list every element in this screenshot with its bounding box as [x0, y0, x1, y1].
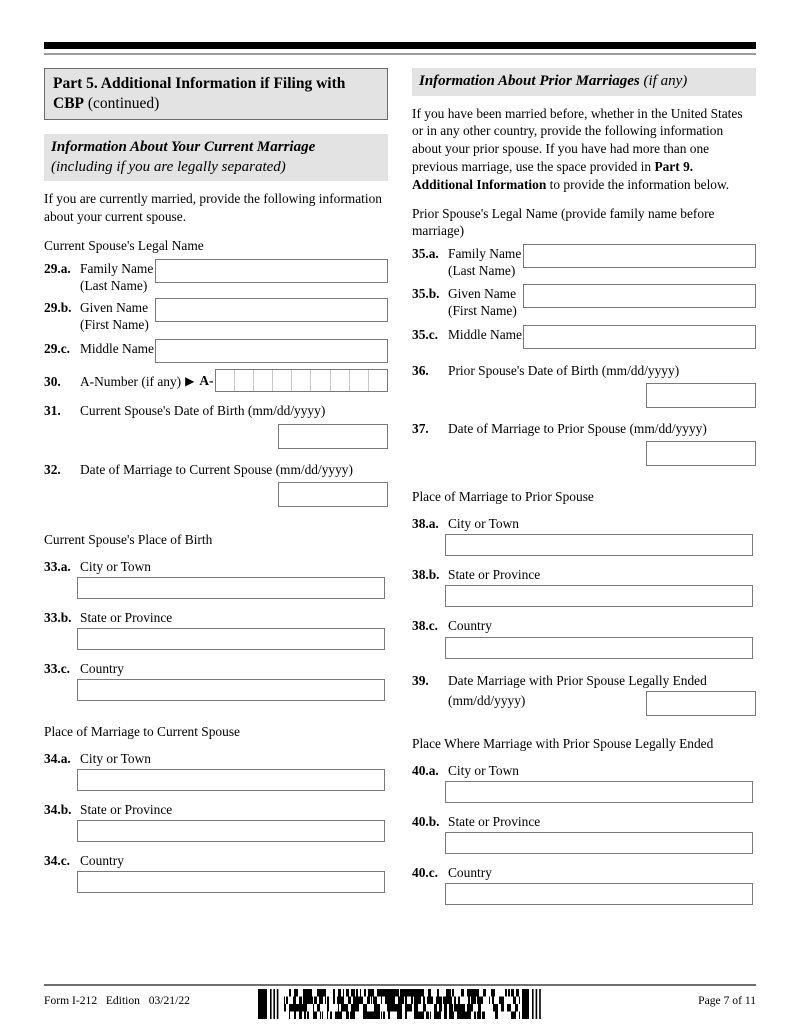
right-arrow-icon: ▶ [185, 373, 195, 388]
field-row-29b [44, 298, 388, 333]
part-5-header [44, 68, 388, 120]
part-5-continued: (continued) [84, 94, 160, 112]
footer-form-info [44, 994, 190, 1007]
input-31-spouse-dob[interactable] [278, 424, 388, 449]
item-label-35a-line1: Family Name [448, 246, 522, 262]
item-number-29c: 29.c. [44, 341, 71, 357]
current-marriage-band-line2: (including if you are legally separated) [51, 158, 286, 175]
item-label-35b-line2: (First Name) [448, 302, 517, 318]
input-35b-given-name[interactable] [523, 284, 756, 308]
input-38b-state-or-province[interactable] [445, 585, 753, 607]
input-30-a-number[interactable] [215, 369, 388, 392]
footer-edition-label: Edition [105, 994, 140, 1007]
input-wrapper-37 [412, 437, 756, 466]
field-row-36 [412, 361, 756, 379]
input-37-prior-marriage-date[interactable] [646, 441, 756, 466]
item-number-29b: 29.b. [44, 300, 72, 316]
item-label-33c: Country [80, 660, 124, 676]
item-label-29c-line1: Middle Name [80, 341, 155, 357]
prior-place-of-marriage-label: Place of Marriage to Prior Spouse [412, 489, 594, 505]
item-number-37: 37. [412, 421, 429, 437]
item-number-33c: 33.c. [44, 660, 71, 676]
input-wrapper-35a [523, 244, 756, 268]
field-row-37 [412, 419, 756, 437]
input-36-prior-spouse-dob[interactable] [646, 383, 756, 408]
item-number-33a: 33.a. [44, 558, 71, 574]
input-33a-city-or-town[interactable] [77, 577, 385, 599]
current-spouse-pob-label: Current Spouse's Place of Birth [44, 531, 213, 547]
item-number-35c: 35.c. [412, 326, 439, 342]
input-wrapper-35b [523, 284, 756, 308]
footer-form-number: Form I-212 [44, 994, 98, 1007]
field-row-35c [412, 325, 756, 349]
item-number-38c: 38.c. [412, 618, 439, 634]
current-place-of-marriage-label: Place of Marriage to Current Spouse [44, 724, 240, 740]
item-39-spacer [412, 691, 448, 692]
item-label-34a: City or Town [80, 750, 151, 766]
input-33c-country[interactable] [77, 679, 385, 701]
item-label-33a: City or Town [80, 558, 151, 574]
a-number-cell[interactable] [235, 370, 254, 391]
item-label-30: A-Number (if any) [80, 373, 182, 389]
item-label-29c [80, 339, 155, 357]
current-spouse-legal-name-label: Current Spouse's Legal Name [44, 238, 204, 253]
item-number-34a: 34.a. [44, 750, 71, 766]
field-row-33a [44, 557, 388, 575]
input-32-marriage-date[interactable] [278, 482, 388, 507]
item-label-38a: City or Town [448, 516, 519, 532]
input-29c-middle-name[interactable] [155, 339, 388, 363]
item-label-33b: State or Province [80, 609, 173, 625]
input-38a-city-or-town[interactable] [445, 534, 753, 556]
item-label-34c: Country [80, 853, 124, 869]
field-row-34b [44, 800, 388, 818]
item-number-40b: 40.b. [412, 813, 440, 829]
item-label-40b: State or Province [448, 813, 541, 829]
field-row-33c [44, 659, 388, 677]
field-row-38c [412, 616, 756, 634]
item-number-38a: 38.a. [412, 516, 439, 532]
field-row-35b [412, 284, 756, 319]
item-number-32: 32. [44, 461, 61, 477]
input-35a-family-name[interactable] [523, 244, 756, 268]
item-label-29a-line1: Family Name [80, 260, 154, 276]
item-number-40a: 40.a. [412, 762, 439, 778]
field-row-34c [44, 851, 388, 869]
footer-rule [44, 984, 756, 986]
a-number-cell[interactable] [216, 370, 235, 391]
input-wrapper-36 [412, 379, 756, 408]
left-column [44, 68, 388, 893]
item-number-38b: 38.b. [412, 567, 440, 583]
item-label-32: Date of Marriage to Current Spouse (mm/dd/yyyy) [80, 461, 353, 477]
item-label-36: Prior Spouse's Date of Birth (mm/dd/yyyy) [448, 362, 680, 378]
item-number-31: 31. [44, 403, 61, 419]
item-label-39-line2: (mm/dd/yyyy) [448, 692, 526, 708]
prior-marriages-band [412, 68, 756, 96]
a-number-cell[interactable] [350, 370, 369, 391]
field-row-30 [44, 369, 388, 392]
a-number-prefix: A- [199, 372, 214, 388]
input-34a-city-or-town[interactable] [77, 769, 385, 791]
a-number-cell[interactable] [311, 370, 330, 391]
item-label-35c-line1: Middle Name [448, 326, 523, 342]
prior-intro-part9-reference: Part 9. Additional Information [412, 158, 694, 192]
item-number-30: 30. [44, 373, 61, 389]
footer-page-number: Page 7 of 11 [698, 994, 756, 1007]
item-label-35c [448, 325, 523, 343]
input-29b-given-name[interactable] [155, 298, 388, 322]
footer-edition-date: 03/21/22 [148, 994, 190, 1007]
pdf417-barcode-icon [258, 989, 548, 1019]
item-label-31: Current Spouse's Date of Birth (mm/dd/yyyy) [80, 403, 326, 419]
item-label-29a [80, 259, 155, 294]
place-marriage-ended-label: Place Where Marriage with Prior Spouse Legally Ended [412, 735, 714, 751]
item-label-29b-line1: Given Name [80, 300, 149, 316]
input-35c-middle-name[interactable] [523, 325, 756, 349]
part-5-title: Part 5. Additional Information if Filing with CBP [53, 75, 346, 112]
item-number-33b: 33.b. [44, 609, 72, 625]
item-label-40c: Country [448, 864, 492, 880]
item-label-37: Date of Marriage to Prior Spouse (mm/dd/yyyy) [448, 421, 707, 437]
item-label-38c: Country [448, 618, 492, 634]
item-number-36: 36. [412, 362, 429, 378]
prior-marriages-band-line1: Information About Prior Marriages [419, 73, 640, 89]
item-number-40c: 40.c. [412, 864, 439, 880]
field-row-34a [44, 749, 388, 767]
item-label-39-line1: Date Marriage with Prior Spouse Legally Ended [448, 672, 707, 688]
item-label-40a: City or Town [448, 762, 519, 778]
item-label-38b: State or Province [448, 567, 541, 583]
field-row-31 [44, 401, 388, 419]
field-row-40b [412, 812, 756, 830]
prior-intro-part2: to provide the information below. [546, 176, 730, 192]
a-number-cell[interactable] [292, 370, 311, 391]
item-number-39: 39. [412, 672, 429, 688]
header-rule-thick [44, 42, 756, 49]
prior-marriages-intro [412, 105, 756, 194]
a-number-cell[interactable] [273, 370, 292, 391]
field-row-39 [412, 671, 756, 689]
input-33b-state-or-province[interactable] [77, 628, 385, 650]
item-label-35a [448, 244, 523, 279]
a-number-cell[interactable] [254, 370, 273, 391]
item-label-35a-line2: (Last Name) [448, 263, 516, 279]
field-row-38b [412, 565, 756, 583]
prior-spouse-legal-name-label: Prior Spouse's Legal Name (provide family name before marriage) [412, 205, 715, 239]
item-number-35a: 35.a. [412, 246, 439, 262]
item-label-29a-line2: (Last Name) [80, 277, 148, 293]
input-38c-country[interactable] [445, 637, 753, 659]
item-number-34c: 34.c. [44, 853, 71, 869]
current-marriage-band-line1: Information About Your Current Marriage [51, 139, 316, 156]
input-29a-family-name[interactable] [155, 259, 388, 283]
field-row-38a [412, 514, 756, 532]
input-wrapper-32 [44, 478, 388, 507]
prior-intro-part1: If you have been married before, whether in the United States or in any other country, provide the following information about your prior spouse. If you have had more than one previous marriage, use the space provided in [412, 105, 743, 174]
field-row-40c [412, 863, 756, 881]
a-number-cell[interactable] [331, 370, 350, 391]
a-number-cell[interactable] [369, 370, 387, 391]
field-row-35a [412, 244, 756, 279]
item-label-29b [80, 298, 155, 333]
item-number-34b: 34.b. [44, 802, 72, 818]
field-row-40a [412, 761, 756, 779]
input-wrapper-29c [155, 339, 388, 363]
right-column [412, 68, 756, 905]
input-wrapper-29b [155, 298, 388, 322]
input-40c-country[interactable] [445, 883, 753, 905]
item-number-29a: 29.a. [44, 260, 71, 276]
field-row-32 [44, 460, 388, 478]
field-row-29c [44, 339, 388, 363]
field-row-29a [44, 259, 388, 294]
header-rule-thin [44, 53, 756, 55]
prior-marriages-band-line2: (if any) [639, 73, 688, 89]
item-label-35b [448, 284, 523, 319]
input-wrapper-31 [44, 420, 388, 449]
current-marriage-intro: If you are currently married, provide the following information about your current spouse. [44, 191, 383, 225]
input-39-date-ended[interactable] [646, 691, 756, 716]
item-number-35b: 35.b. [412, 285, 440, 301]
field-row-39-second-line [412, 691, 756, 716]
input-40b-state-or-province[interactable] [445, 832, 753, 854]
input-34c-country[interactable] [77, 871, 385, 893]
input-wrapper-35c [523, 325, 756, 349]
input-40a-city-or-town[interactable] [445, 781, 753, 803]
input-wrapper-29a [155, 259, 388, 283]
field-row-33b [44, 608, 388, 626]
item-label-35b-line1: Given Name [448, 285, 517, 301]
input-34b-state-or-province[interactable] [77, 820, 385, 842]
current-marriage-band [44, 134, 388, 181]
item-label-29b-line2: (First Name) [80, 317, 149, 333]
item-label-34b: State or Province [80, 802, 173, 818]
